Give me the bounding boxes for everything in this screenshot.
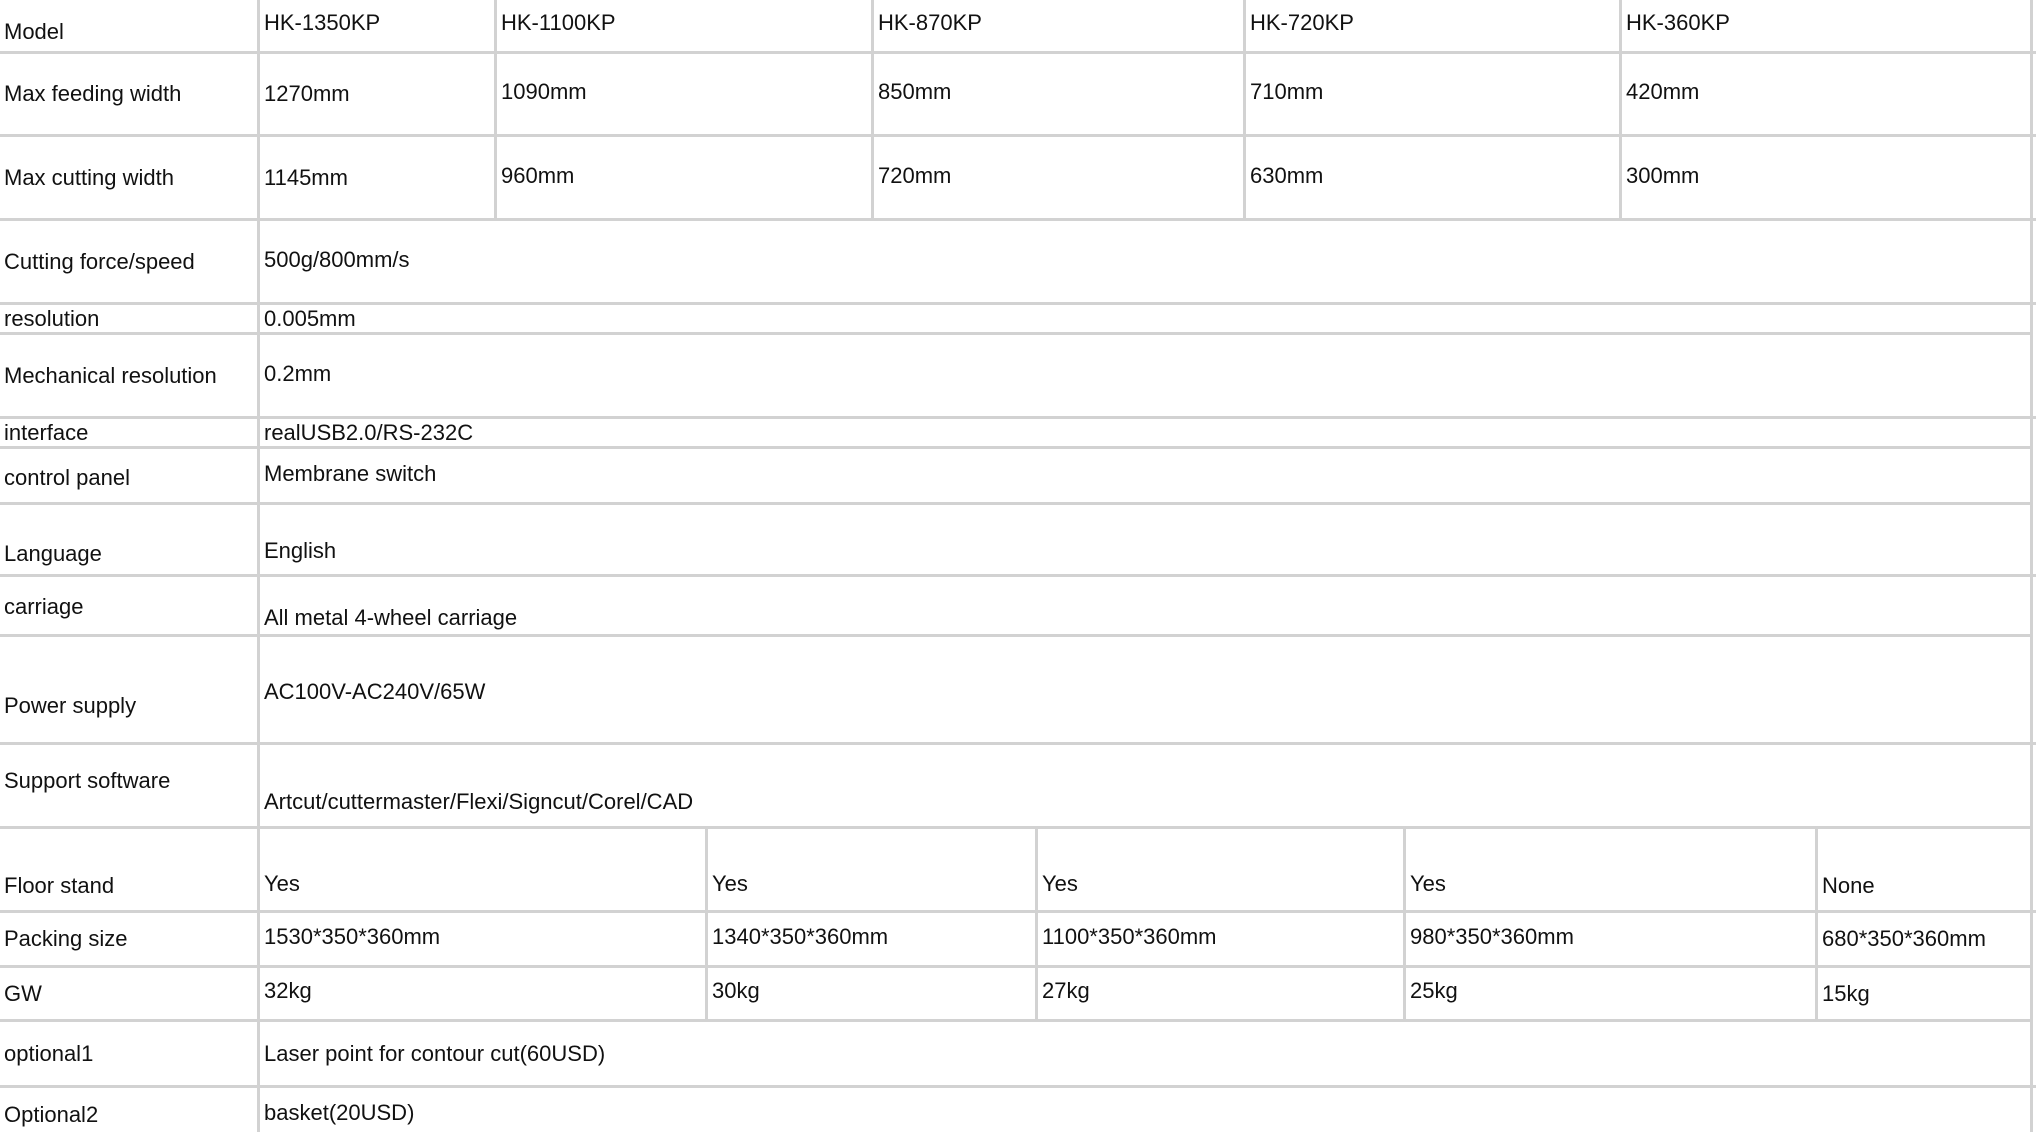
row-support-software (0, 745, 2036, 829)
label-text: Optional2 (4, 1102, 99, 1127)
label-text: control panel (4, 464, 130, 490)
interface-value-cell (257, 419, 2030, 449)
feed-cell-1 (257, 54, 494, 137)
cut-cell-2 (494, 137, 871, 221)
cut-value: 300mm (1626, 162, 1700, 188)
label-power-supply (0, 637, 257, 745)
label-support-software (0, 745, 257, 829)
model-cell-3 (871, 0, 1243, 54)
row-floor-stand (0, 829, 2036, 913)
table-right-border (2030, 0, 2033, 1132)
gw-cell-1 (257, 968, 705, 1022)
packing-size-value: 1530*350*360mm (264, 923, 441, 949)
row-optional2 (0, 1088, 2036, 1132)
model-cell-2 (494, 0, 871, 54)
row-packing-size (0, 913, 2036, 968)
floor-stand-value: Yes (1042, 871, 1078, 896)
model-value: HK-360KP (1626, 10, 1730, 35)
floor-stand-value: None (1822, 873, 1875, 898)
model-cell-5 (1619, 0, 2030, 54)
floor-stand-cell-5 (1815, 829, 2030, 913)
label-cutting-force-speed (0, 221, 257, 305)
model-cell-1 (257, 0, 494, 54)
label-text: Floor stand (4, 873, 115, 898)
cut-value: 630mm (1250, 162, 1324, 188)
row-carriage (0, 577, 2036, 637)
label-max-cutting-width (0, 137, 257, 221)
label-gw (0, 968, 257, 1022)
cut-value: 720mm (878, 162, 952, 188)
cut-cell-3 (871, 137, 1243, 221)
row-interface (0, 419, 2036, 449)
interface-value: realUSB2.0/RS-232C (264, 419, 474, 445)
mechanical-resolution-value-cell (257, 335, 2030, 419)
feed-value: 710mm (1250, 79, 1324, 104)
packing-size-value: 1340*350*360mm (712, 923, 889, 949)
optional2-value-cell (257, 1088, 2030, 1132)
packing-size-cell-5 (1815, 913, 2030, 968)
floor-stand-value: Yes (1410, 871, 1446, 896)
gw-value: 25kg (1410, 978, 1458, 1003)
label-carriage (0, 577, 257, 637)
packing-size-value: 1100*350*360mm (1042, 923, 1217, 949)
row-language (0, 505, 2036, 577)
row-control-panel (0, 449, 2036, 505)
packing-size-cell-4 (1403, 913, 1815, 968)
packing-size-cell-2 (705, 913, 1035, 968)
model-cell-4 (1243, 0, 1619, 54)
label-resolution (0, 305, 257, 335)
label-text: Max feeding width (4, 81, 182, 106)
gw-cell-4 (1403, 968, 1815, 1022)
label-text: optional1 (4, 1040, 94, 1066)
feed-value: 420mm (1626, 79, 1700, 104)
feed-value: 850mm (878, 79, 952, 104)
control-panel-value-cell (257, 449, 2030, 505)
floor-stand-value: Yes (264, 871, 300, 896)
label-model (0, 0, 257, 54)
label-floor-stand (0, 829, 257, 913)
gw-cell-2 (705, 968, 1035, 1022)
packing-size-cell-1 (257, 913, 705, 968)
language-value-cell (257, 505, 2030, 577)
support-software-value-cell (257, 745, 2030, 829)
carriage-value-cell (257, 577, 2030, 637)
cut-value: 1145mm (264, 164, 348, 190)
gw-cell-3 (1035, 968, 1403, 1022)
label-text: Mechanical resolution (4, 362, 217, 388)
label-mechanical-resolution (0, 335, 257, 419)
label-text: Language (4, 541, 102, 566)
power-supply-value-cell (257, 637, 2030, 745)
cut-cell-4 (1243, 137, 1619, 221)
cut-cell-1 (257, 137, 494, 221)
gw-cell-5 (1815, 968, 2030, 1022)
cut-cell-5 (1619, 137, 2030, 221)
optional1-value-cell (257, 1022, 2030, 1088)
power-supply-value: AC100V-AC240V/65W (264, 679, 486, 704)
label-max-feeding-width (0, 54, 257, 137)
gw-value: 32kg (264, 978, 312, 1003)
optional2-value: basket(20USD) (264, 1100, 415, 1125)
label-text: Power supply (4, 693, 137, 718)
row-optional1 (0, 1022, 2036, 1088)
feed-cell-5 (1619, 54, 2030, 137)
model-value: HK-1100KP (501, 10, 616, 35)
packing-size-value: 680*350*360mm (1822, 926, 1986, 951)
control-panel-value: Membrane switch (264, 460, 437, 486)
resolution-value-cell (257, 305, 2030, 335)
cutting-force-speed-value: 500g/800mm/s (264, 246, 410, 272)
row-mechanical-resolution (0, 335, 2036, 419)
label-packing-size (0, 913, 257, 968)
support-software-value: Artcut/cuttermaster/Flexi/Signcut/Corel/CAD (264, 789, 694, 814)
feed-cell-3 (871, 54, 1243, 137)
cut-value: 960mm (501, 162, 575, 188)
optional1-value: Laser point for contour cut(60USD) (264, 1040, 606, 1066)
row-model (0, 0, 2036, 54)
row-power-supply (0, 637, 2036, 745)
floor-stand-cell-3 (1035, 829, 1403, 913)
row-gw (0, 968, 2036, 1022)
packing-size-cell-3 (1035, 913, 1403, 968)
language-value: English (264, 538, 337, 563)
label-text: Packing size (4, 926, 128, 951)
packing-size-value: 980*350*360mm (1410, 923, 1574, 949)
row-resolution (0, 305, 2036, 335)
label-text: Cutting force/speed (4, 248, 195, 274)
model-value: HK-1350KP (264, 10, 381, 35)
gw-value: 15kg (1822, 980, 1870, 1006)
floor-stand-cell-1 (257, 829, 705, 913)
mechanical-resolution-value: 0.2mm (264, 360, 332, 386)
resolution-value: 0.005mm (264, 305, 356, 331)
row-max-cutting-width (0, 137, 2036, 221)
gw-value: 30kg (712, 978, 760, 1003)
label-interface (0, 419, 257, 449)
row-max-feeding-width (0, 54, 2036, 137)
feed-cell-4 (1243, 54, 1619, 137)
label-text: Model (4, 19, 64, 44)
label-optional1 (0, 1022, 257, 1088)
label-control-panel (0, 449, 257, 505)
label-text: Support software (4, 767, 171, 793)
model-value: HK-720KP (1250, 10, 1354, 35)
feed-cell-2 (494, 54, 871, 137)
floor-stand-value: Yes (712, 871, 748, 896)
row-cutting-force-speed (0, 221, 2036, 305)
feed-value: 1090mm (501, 79, 587, 104)
carriage-value: All metal 4-wheel carriage (264, 605, 518, 630)
gw-value: 27kg (1042, 978, 1090, 1003)
label-text: interface (4, 419, 89, 445)
label-language (0, 505, 257, 577)
model-value: HK-870KP (878, 10, 982, 35)
label-optional2 (0, 1088, 257, 1132)
feed-value: 1270mm (264, 81, 350, 106)
cutting-force-speed-value-cell (257, 221, 2030, 305)
floor-stand-cell-4 (1403, 829, 1815, 913)
label-text: carriage (4, 594, 84, 619)
floor-stand-cell-2 (705, 829, 1035, 913)
label-text: resolution (4, 305, 100, 331)
label-text: GW (4, 980, 42, 1006)
label-text: Max cutting width (4, 164, 174, 190)
